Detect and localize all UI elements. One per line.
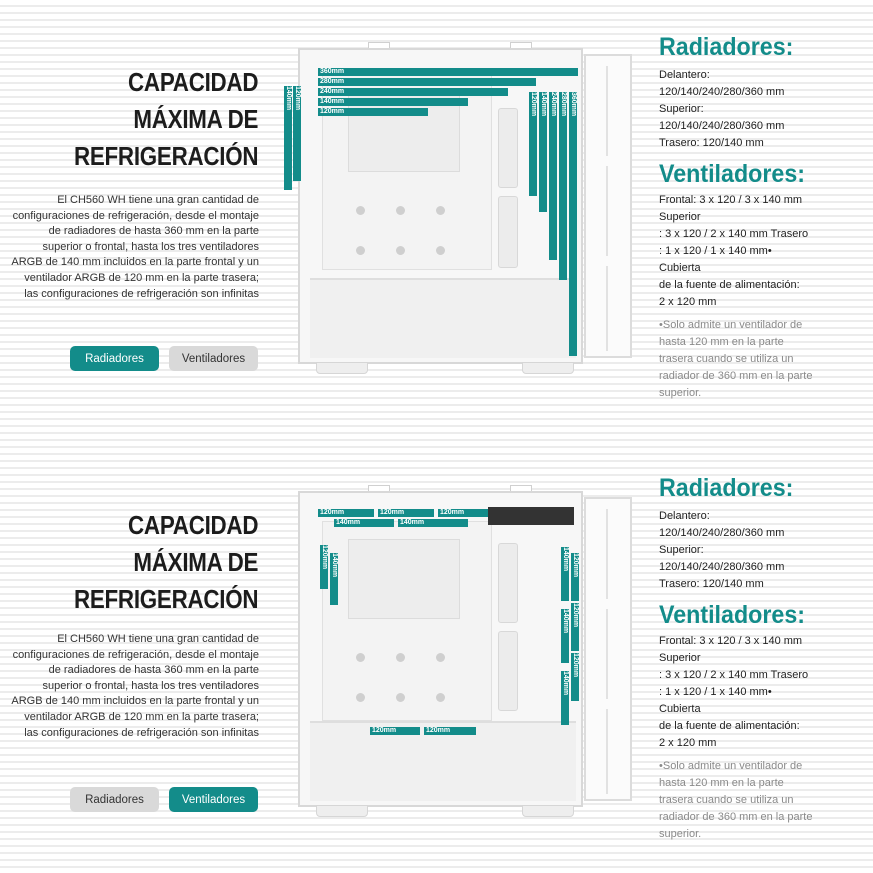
heading-line: CAPACIDAD (127, 67, 258, 97)
front-radiator-120: 120mm (529, 92, 537, 196)
section-heading (74, 507, 258, 618)
fans-title: Ventiladores: (659, 601, 806, 629)
spec-line: Delantero: (659, 69, 710, 81)
psu-shroud (310, 278, 576, 358)
motherboard-area (348, 539, 460, 619)
spec-line: Delantero: (659, 510, 710, 522)
case-foot (316, 805, 368, 817)
top-fan-120: 120mm (378, 509, 434, 517)
spec-line: Superior (659, 652, 701, 664)
front-fan-120: 120mm (571, 653, 579, 701)
section-heading (74, 64, 258, 175)
heading-line: REFRIGERACIÓN (73, 141, 258, 171)
radiators-title: Radiadores: (659, 33, 794, 61)
specs-column (659, 474, 869, 843)
case-diagram (298, 491, 634, 831)
case-front-panel (584, 497, 632, 801)
rear-radiator-140: 140mm (284, 86, 292, 190)
case-foot (316, 362, 368, 374)
top-fan-bracket (488, 507, 574, 525)
front-radiator-240: 240mm (549, 92, 557, 260)
heading-line: REFRIGERACIÓN (73, 584, 258, 614)
front-fan-140: 140mm (561, 547, 569, 601)
front-fan-140: 140mm (561, 671, 569, 725)
spec-line: 2 x 120 mm (659, 296, 717, 308)
top-fan-140: 140mm (334, 519, 394, 527)
case-foot (522, 805, 574, 817)
spec-line: 120/140/240/280/360 mm (659, 86, 785, 98)
spec-line: Trasero: 120/140 mm (659, 578, 764, 590)
fans-panel (0, 437, 873, 873)
spec-line: de la fuente de alimentación: (659, 279, 800, 291)
psu-fan-120: 120mm (370, 727, 420, 735)
cable-slot (498, 196, 518, 268)
spec-line: 2 x 120 mm (659, 737, 717, 749)
section-description: El CH560 WH tiene una gran cantidad de configuraciones de refrigeración, desde el montaje de radiadores de hasta 360 mm en la parte superior o frontal, hasta los tres ventiladores ARGB de 140 mm incluidos en la parte frontal y un ventilador ARGB de 120 mm en la parte trasera; las configuraciones de refrigeración son infinitas (11, 194, 259, 300)
spec-line: : 3 x 120 / 2 x 140 mm Trasero (659, 228, 809, 240)
spec-line: Superior: (659, 103, 704, 115)
case-foot (522, 362, 574, 374)
top-radiator-240: 240mm (318, 88, 508, 96)
heading-line: MÁXIMA DE (133, 547, 258, 577)
spec-line: Superior (659, 211, 701, 223)
fans-title: Ventiladores: (659, 160, 806, 188)
radiators-title: Radiadores: (659, 474, 794, 502)
front-fan-120: 120mm (571, 603, 579, 651)
spec-line: : 3 x 120 / 2 x 140 mm Trasero (659, 669, 809, 681)
radiators-button[interactable]: Radiadores (70, 346, 159, 371)
spec-line: 120/140/240/280/360 mm (659, 120, 785, 132)
cable-slot (498, 108, 518, 188)
front-radiator-280: 280mm (559, 92, 567, 280)
radiators-button[interactable]: Radiadores (70, 787, 159, 812)
top-radiator-120: 120mm (318, 108, 428, 116)
rear-fan-120: 120mm (320, 545, 328, 589)
spec-line: Frontal: 3 x 120 / 3 x 140 mm (659, 635, 803, 647)
spec-line: 120/140/240/280/360 mm (659, 527, 785, 539)
top-fan-120: 120mm (438, 509, 488, 517)
top-fan-140: 140mm (398, 519, 468, 527)
top-fan-120: 120mm (318, 509, 374, 517)
specs-column (659, 33, 869, 402)
spec-line: 120/140/240/280/360 mm (659, 561, 785, 573)
front-radiator-140: 140mm (539, 92, 547, 212)
spec-line: Frontal: 3 x 120 / 3 x 140 mm (659, 194, 803, 206)
rear-fan-140: 140mm (330, 553, 338, 605)
spec-line: Superior: (659, 544, 704, 556)
heading-line: MÁXIMA DE (133, 104, 258, 134)
spec-line: Cubierta (659, 703, 701, 715)
front-radiator-360: 360mm (569, 92, 577, 356)
front-fan-120: 120mm (571, 553, 579, 601)
footnote: •Solo admite un ventilador de hasta 120 mm en la parte trasera cuando se utiliza un radiador de 360 mm en la parte superior. (659, 760, 813, 840)
spec-line: de la fuente de alimentación: (659, 720, 800, 732)
spec-line: : 1 x 120 / 1 x 140 mm• (659, 245, 772, 257)
rear-radiator-120: 120mm (293, 86, 301, 181)
section-description: El CH560 WH tiene una gran cantidad de configuraciones de refrigeración, desde el montaje de radiadores de hasta 360 mm en la parte superior o frontal, hasta los tres ventiladores ARGB de 140 mm incluidos en la parte frontal y un ventilador ARGB de 120 mm en la parte trasera; las configuraciones de refrigeración son infinitas (11, 633, 259, 739)
case-front-panel (584, 54, 632, 358)
fans-button[interactable]: Ventiladores (169, 346, 258, 371)
cable-slot (498, 631, 518, 711)
radiators-panel (0, 0, 873, 436)
footnote: •Solo admite un ventilador de hasta 120 mm en la parte trasera cuando se utiliza un radiador de 360 mm en la parte superior. (659, 319, 813, 399)
top-radiator-280: 280mm (318, 78, 536, 86)
cable-slot (498, 543, 518, 623)
heading-line: CAPACIDAD (127, 510, 258, 540)
spec-line: Cubierta (659, 262, 701, 274)
top-radiator-360: 360mm (318, 68, 578, 76)
top-radiator-140: 140mm (318, 98, 468, 106)
spec-line: : 1 x 120 / 1 x 140 mm• (659, 686, 772, 698)
front-fan-140: 140mm (561, 609, 569, 663)
fans-button[interactable]: Ventiladores (169, 787, 258, 812)
psu-fan-120: 120mm (424, 727, 476, 735)
case-diagram (285, 48, 634, 388)
spec-line: Trasero: 120/140 mm (659, 137, 764, 149)
